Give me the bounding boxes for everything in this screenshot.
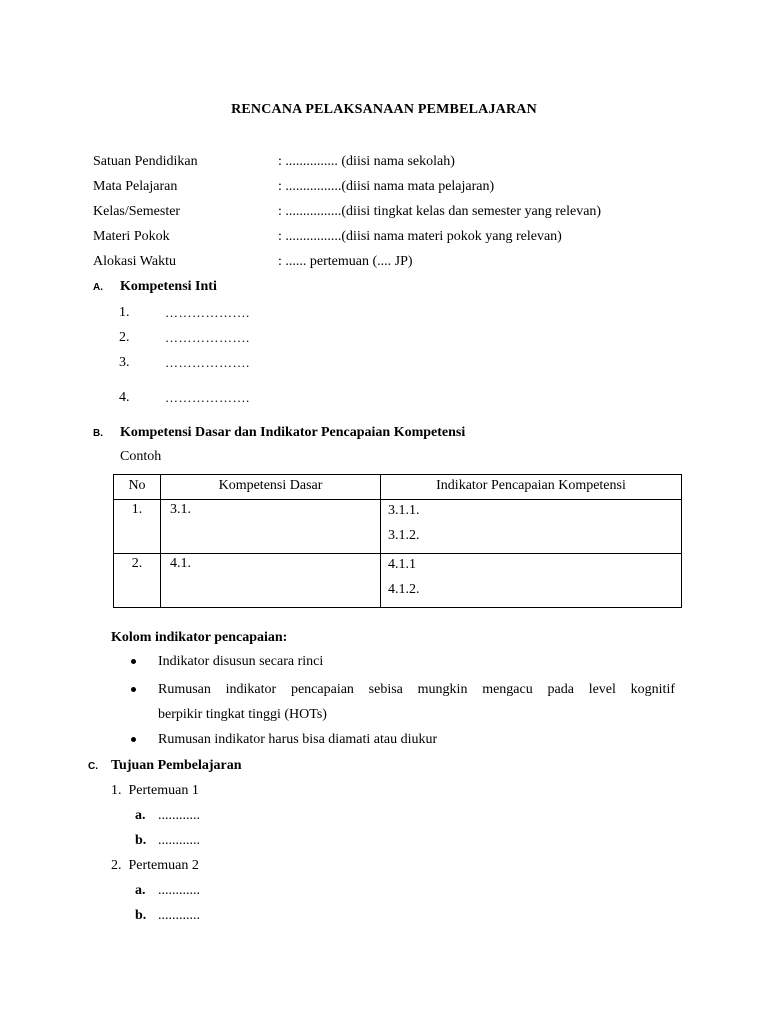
- bullet-icon: [131, 737, 136, 742]
- objective-letter: a.: [135, 808, 146, 823]
- indicator-value: 4.1.1: [388, 557, 416, 572]
- objective-placeholder: ............: [158, 833, 200, 848]
- meeting-label: 1. Pertemuan 1: [111, 783, 199, 798]
- note-item-continuation: berpikir tingkat tinggi (HOTs): [158, 707, 327, 722]
- meeting-label: 2. Pertemuan 2: [111, 858, 199, 873]
- table-row: [114, 500, 682, 554]
- section-c-letter: C.: [88, 761, 98, 772]
- section-a-heading: Kompetensi Inti: [120, 279, 217, 294]
- list-item-placeholder: ……………….: [165, 390, 250, 405]
- section-c-heading: Tujuan Pembelajaran: [111, 758, 242, 773]
- identity-value: : ................(diisi tingkat kelas dan semester yang relevan): [278, 204, 602, 219]
- section-b-heading: Kompetensi Dasar dan Indikator Pencapaian Kompetensi: [120, 425, 466, 440]
- objective-placeholder: ............: [158, 883, 200, 898]
- example-label: Contoh: [120, 449, 162, 464]
- list-item-number: 2.: [119, 330, 130, 345]
- section-b-letter: B.: [93, 428, 103, 439]
- table-header-cell: No: [114, 475, 161, 500]
- bullet-icon: [131, 659, 136, 664]
- identity-label: Satuan Pendidikan: [93, 154, 198, 169]
- identity-value: : ...... pertemuan (.... JP): [278, 254, 413, 269]
- table-cell-kd: 3.1.: [161, 500, 381, 554]
- identity-label: Alokasi Waktu: [93, 254, 176, 269]
- note-item: Indikator disusun secara rinci: [158, 654, 324, 669]
- table-header-cell: Kompetensi Dasar: [161, 475, 381, 500]
- table-cell-no: 1.: [114, 500, 161, 554]
- list-item-number: 4.: [119, 390, 130, 405]
- list-item-number: 3.: [119, 355, 130, 370]
- document-title: RENCANA PELAKSANAAN PEMBELAJARAN: [231, 102, 537, 117]
- table-header-cell: Indikator Pencapaian Kompetensi: [381, 475, 682, 500]
- notes-heading: Kolom indikator pencapaian:: [111, 630, 288, 645]
- section-a-letter: A.: [93, 282, 103, 293]
- note-item: Rumusan indikator pencapaian sebisa mungkin mengacu pada level kognitif: [158, 682, 675, 697]
- identity-label: Materi Pokok: [93, 229, 170, 244]
- table-cell-indicators: [381, 500, 682, 554]
- bullet-icon: [131, 687, 136, 692]
- identity-label: Mata Pelajaran: [93, 179, 178, 194]
- identity-value: : ................(diisi nama mata pelajaran): [278, 179, 495, 194]
- indicator-value: 3.1.2.: [388, 528, 420, 543]
- table-cell-kd: 4.1.: [161, 554, 381, 608]
- list-item-placeholder: ……………….: [165, 305, 250, 320]
- indicator-value: 4.1.2.: [388, 582, 420, 597]
- table-cell-no: 2.: [114, 554, 161, 608]
- table-row: [114, 554, 682, 608]
- objective-letter: a.: [135, 883, 146, 898]
- table-cell-indicators: [381, 554, 682, 608]
- identity-value: : ............... (diisi nama sekolah): [278, 154, 455, 169]
- identity-label: Kelas/Semester: [93, 204, 181, 219]
- objective-letter: b.: [135, 908, 147, 923]
- objective-placeholder: ............: [158, 908, 200, 923]
- list-item-placeholder: ……………….: [165, 330, 250, 345]
- note-item: Rumusan indikator harus bisa diamati atau diukur: [158, 732, 438, 747]
- objective-placeholder: ............: [158, 808, 200, 823]
- identity-value: : ................(diisi nama materi pokok yang relevan): [278, 229, 562, 244]
- competency-table: [113, 474, 682, 608]
- list-item-number: 1.: [119, 305, 130, 320]
- table-header-row: [114, 475, 682, 500]
- indicator-value: 3.1.1.: [388, 503, 420, 518]
- list-item-placeholder: ……………….: [165, 355, 250, 370]
- objective-letter: b.: [135, 833, 147, 848]
